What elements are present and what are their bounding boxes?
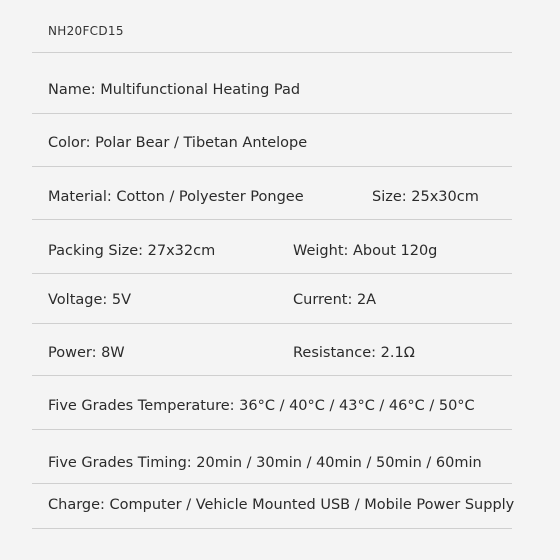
spec-row-voltage-current xyxy=(48,290,518,310)
spec-material: Material: Cotton / Polyester Pongee xyxy=(48,189,304,205)
divider xyxy=(32,113,512,114)
divider xyxy=(32,483,512,484)
divider xyxy=(32,429,512,430)
divider xyxy=(32,375,512,376)
spec-name: Name: Multifunctional Heating Pad xyxy=(48,82,301,98)
spec-row-packing-weight xyxy=(48,241,518,261)
model-code: NH20FCD15 xyxy=(48,24,124,38)
spec-size: Size: 25x30cm xyxy=(372,189,479,205)
spec-row-material-size xyxy=(48,187,518,207)
spec-row-power-resistance xyxy=(48,343,518,363)
spec-charge: Charge: Computer / Vehicle Mounted USB / Mobile Power Supply xyxy=(48,497,515,513)
spec-timing: Five Grades Timing: 20min / 30min / 40min / 50min / 60min xyxy=(48,455,482,471)
divider xyxy=(32,528,512,529)
divider xyxy=(32,273,512,274)
divider xyxy=(32,219,512,220)
spec-temperature: Five Grades Temperature: 36°C / 40°C / 43°C / 46°C / 50°C xyxy=(48,398,475,414)
spec-resistance: Resistance: 2.1Ω xyxy=(293,345,415,361)
divider xyxy=(32,52,512,53)
spec-current: Current: 2A xyxy=(293,292,377,308)
spec-voltage: Voltage: 5V xyxy=(48,292,132,308)
spec-packing-size: Packing Size: 27x32cm xyxy=(48,243,216,259)
spec-power: Power: 8W xyxy=(48,345,125,361)
divider xyxy=(32,323,512,324)
divider xyxy=(32,166,512,167)
spec-weight: Weight: About 120g xyxy=(293,243,438,259)
spec-color: Color: Polar Bear / Tibetan Antelope xyxy=(48,135,308,151)
